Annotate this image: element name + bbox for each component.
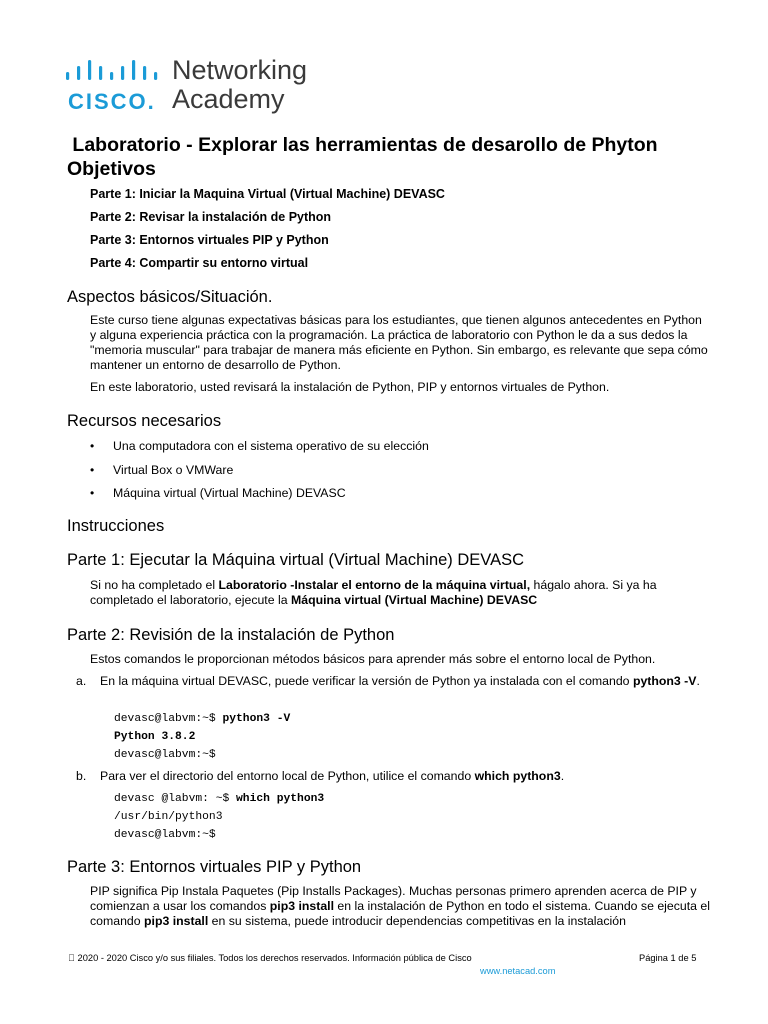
cisco-wordmark: CISCO. bbox=[68, 89, 156, 114]
part2-intro: Estos comandos le proporcionan métodos básicos para aprender más sobre el entorno local de Python. bbox=[90, 652, 656, 666]
step-a-end: . bbox=[696, 674, 700, 688]
shell-command: python3 -V bbox=[222, 713, 291, 725]
step-b-command: which python3 bbox=[474, 769, 561, 783]
background-paragraph-1: Este curso tiene algunas expectativas básicas para los estudiantes, que tienen algunos antecedentes en Python y alguna experiencia práctica con la programación. La práctica de laboratorio con Python le da a sus dedos la "memoria muscular" para trabajar de manera más eficiente en Python. Sin embargo, es relevante que sepa cómo mantener un entorno de desarrollo de Python. bbox=[90, 313, 708, 372]
resource-item: • Virtual Box o VMWare bbox=[90, 463, 429, 487]
objective-item: Parte 3: Entornos virtuales PIP y Python bbox=[90, 233, 329, 247]
footer-copyright:   2020 - 2020 Cisco y/o sus filiales. Todos los derechos reservados. Información pública de Cisco bbox=[68, 953, 472, 963]
instructions-heading: Instrucciones bbox=[67, 517, 165, 535]
shell-prompt: devasc@labvm:~$ bbox=[114, 713, 223, 725]
logo-line-academy: Academy bbox=[172, 84, 285, 114]
part2-heading: Parte 2: Revisión de la instalación de Python bbox=[67, 626, 395, 644]
shell-prompt: devasc @labvm: ~$ bbox=[114, 793, 237, 805]
step-a-command: python3 -V bbox=[632, 674, 697, 688]
step-letter: b. bbox=[76, 769, 87, 783]
part2-step-b bbox=[76, 769, 716, 784]
part3-command-b: pip3 install bbox=[144, 914, 209, 928]
resource-item: • Máquina virtual (Virtual Machine) DEVASC bbox=[90, 486, 429, 510]
part1-lab-reference: Laboratorio -Instalar el entorno de la máquina virtual, bbox=[218, 578, 531, 592]
code-line: devasc@labvm:~$ bbox=[114, 829, 216, 841]
objective-item: Parte 1: Iniciar la Maquina Virtual (Virtual Machine) DEVASC bbox=[90, 187, 445, 201]
document-title-text: Laboratorio - Explorar las herramientas de desarollo de Phyton bbox=[72, 134, 658, 156]
step-b-end: . bbox=[560, 769, 565, 783]
objectives-list bbox=[90, 186, 445, 278]
resources-list bbox=[90, 439, 429, 510]
footer-netacad-link[interactable]: www.netacad.com bbox=[480, 966, 556, 976]
part3-text-a: PIP significa Pip Instala Paquetes (Pip Installs Packages). Muchas personas primero aprenden acerca de PIP y comienzan a usar los comandos bbox=[90, 884, 697, 913]
objective-item: Parte 4: Compartir su entorno virtual bbox=[90, 256, 309, 270]
resources-heading: Recursos necesarios bbox=[67, 412, 222, 430]
shell-command: which python3 bbox=[236, 793, 325, 805]
cisco-bars-icon bbox=[66, 60, 158, 86]
academy-wordmark bbox=[172, 56, 307, 114]
code-line: devasc@labvm:~$ bbox=[114, 749, 216, 761]
code-block-which-python bbox=[114, 790, 324, 844]
objective-item: Parte 2: Revisar la instalación de Python bbox=[90, 210, 332, 224]
part1-vm-reference: Máquina virtual (Virtual Machine) DEVASC bbox=[290, 593, 538, 607]
part2-step-a bbox=[76, 674, 716, 689]
part1-text-a: Si no ha completado el bbox=[90, 578, 219, 592]
code-line bbox=[114, 710, 290, 728]
cisco-networking-academy-logo bbox=[66, 56, 326, 118]
resource-item: • Una computadora con el sistema operativo de su elección bbox=[90, 439, 429, 463]
part3-text-c: en su sistema, puede introducir dependencias competitivas en la instalación bbox=[208, 914, 626, 928]
step-a-text: En la máquina virtual DEVASC, puede verificar la versión de Python ya instalada con el comando bbox=[100, 674, 633, 688]
part3-paragraph bbox=[90, 884, 710, 929]
code-line bbox=[114, 790, 324, 808]
part1-heading: Parte 1: Ejecutar la Máquina virtual (Virtual Machine) DEVASC bbox=[67, 551, 525, 569]
code-line: Python 3.8.2 bbox=[114, 731, 196, 743]
part3-command-a: pip3 install bbox=[269, 899, 334, 913]
footer-page-number: Página 1 de 5 bbox=[639, 953, 697, 963]
logo-line-networking: Networking bbox=[172, 55, 308, 85]
code-block-python-version bbox=[114, 710, 290, 764]
step-b-text: Para ver el directorio del entorno local de Python, utilice el comando bbox=[100, 769, 475, 783]
document-title bbox=[67, 133, 658, 157]
code-line: /usr/bin/python3 bbox=[114, 811, 223, 823]
part3-text-b: en la instalación de Python en todo el sistema. Cuando se ejecuta el comando bbox=[90, 899, 710, 928]
step-letter: a. bbox=[76, 674, 87, 688]
background-paragraph-2: En este laboratorio, usted revisará la instalación de Python, PIP y entornos virtuales de Python. bbox=[90, 380, 610, 394]
part1-paragraph bbox=[90, 578, 710, 608]
part1-text-b: hágalo ahora. Si ya ha completado el laboratorio, ejecute la bbox=[90, 578, 657, 607]
objectives-heading: Objetivos bbox=[67, 158, 156, 180]
part3-heading: Parte 3: Entornos virtuales PIP y Python bbox=[67, 858, 362, 876]
background-heading: Aspectos básicos/Situación. bbox=[67, 288, 273, 306]
